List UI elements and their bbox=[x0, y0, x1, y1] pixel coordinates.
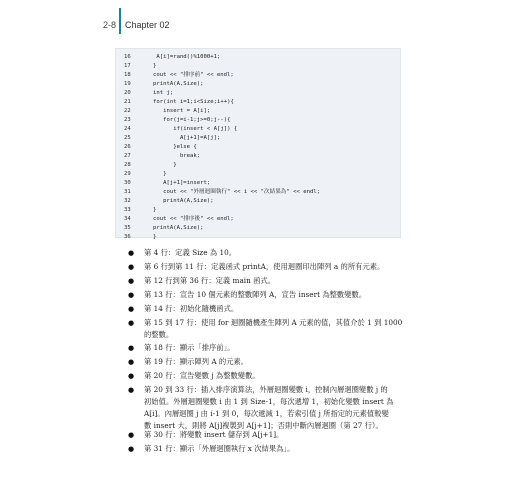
line-number: 32 bbox=[124, 198, 131, 204]
chapter-title: Chapter 02 bbox=[125, 20, 170, 30]
bullet-marker: ● bbox=[128, 431, 135, 439]
bullet-text-line: 第 12 行到第 36 行：定義 main 函式。 bbox=[144, 276, 276, 285]
line-number: 30 bbox=[124, 180, 131, 186]
bullet-text-line: 第 31 行：顯示「外層迴圈執行 x 次結果為」。 bbox=[144, 444, 295, 453]
bullet-marker: ● bbox=[128, 372, 135, 380]
line-number: 36 bbox=[124, 234, 131, 240]
bullet-text-line: 第 6 行到第 11 行：定義函式 printA，使用迴圈印出陣列 a 的所有元素。 bbox=[144, 262, 385, 271]
code-text: if(insert < A[j]) { bbox=[153, 126, 238, 132]
bullet-marker: ● bbox=[128, 386, 135, 394]
bullet-text-line: 第 20 行：宣告變數 j 為整數變數。 bbox=[144, 371, 260, 380]
line-number: 35 bbox=[124, 225, 131, 231]
bullet-text-line: 第 13 行：宣告 10 個元素的整數陣列 A，宣告 insert 為整數變數。 bbox=[144, 290, 367, 299]
code-text: }else { bbox=[153, 144, 197, 150]
code-text: for(int i=1;i<Size;i++){ bbox=[153, 99, 234, 105]
bullet-text-line: 的整數。 bbox=[144, 330, 174, 339]
bullet-marker: ● bbox=[128, 263, 135, 271]
bullet-text-line: 第 14 行：初始化隨機函式。 bbox=[144, 304, 239, 313]
line-number: 25 bbox=[124, 135, 131, 141]
line-number: 22 bbox=[124, 108, 131, 114]
line-number: 23 bbox=[124, 117, 131, 123]
bullet-text-line: 第 20 到 33 行：插入排序演算法，外層迴圈變數 i，控制內層迴圈變數 j 的 bbox=[144, 385, 388, 394]
line-number: 33 bbox=[124, 207, 131, 213]
line-number: 27 bbox=[124, 153, 131, 159]
line-number: 29 bbox=[124, 171, 131, 177]
line-number: 18 bbox=[124, 72, 131, 78]
code-text: printA(A,Size); bbox=[153, 198, 214, 204]
code-text: } bbox=[153, 207, 157, 213]
code-text: int j; bbox=[153, 90, 174, 96]
bullet-marker: ● bbox=[128, 445, 135, 453]
code-text: } bbox=[153, 234, 157, 240]
code-text: } bbox=[153, 171, 167, 177]
line-number: 28 bbox=[124, 162, 131, 168]
code-text: break; bbox=[153, 153, 201, 159]
code-text: insert = A[i]; bbox=[153, 108, 211, 114]
bullet-marker: ● bbox=[128, 358, 135, 366]
bullet-marker: ● bbox=[128, 277, 135, 285]
page-number: 2-8 bbox=[103, 20, 117, 30]
bullet-marker: ● bbox=[128, 319, 135, 327]
bullet-marker: ● bbox=[128, 249, 135, 257]
bullet-text-line: 數 insert 大，則將 A[j]複製到 A[j+1]；否則中斷內層迴圈（第 27 行）。 bbox=[144, 421, 383, 430]
bullet-text-line: 第 4 行：定義 Size 為 10。 bbox=[144, 248, 237, 257]
bullet-text-line: 第 18 行：顯示「排序前」。 bbox=[144, 343, 235, 352]
line-number: 21 bbox=[124, 99, 131, 105]
line-number: 34 bbox=[124, 216, 131, 222]
code-text: printA(A,Size); bbox=[153, 225, 204, 231]
line-number: 31 bbox=[124, 189, 131, 195]
line-number: 16 bbox=[124, 54, 131, 60]
code-text: A[j+1]=A[j]; bbox=[153, 135, 221, 141]
line-number: 20 bbox=[124, 90, 131, 96]
line-number: 17 bbox=[124, 63, 131, 69]
code-text: printA(A,Size); bbox=[153, 81, 204, 87]
line-number: 26 bbox=[124, 144, 131, 150]
code-text: cout << "外層迴圈執行" << i << "次結果為" << endl; bbox=[153, 189, 321, 195]
line-number: 24 bbox=[124, 126, 131, 132]
bullet-text-line: 第 15 到 17 行：使用 for 迴圈隨機產生陣列 A 元素的值，其值介於 1 到 1000 bbox=[144, 318, 403, 327]
code-text: cout << "排序前" << endl; bbox=[153, 72, 234, 78]
bullet-text-line: 初始值。外層迴圈變數 i 由 1 到 Size-1，每次遞增 1，初始化變數 insert 為 bbox=[144, 397, 394, 406]
code-text: A[j+1]=insert; bbox=[153, 180, 211, 186]
code-text: cout << "排序後" << endl; bbox=[153, 216, 234, 222]
bullet-text-line: A[i]。內層迴圈 j 由 i-1 到 0，每次遞減 1，若索引值 j 所指定的元素值較變 bbox=[144, 409, 389, 418]
bullet-marker: ● bbox=[128, 291, 135, 299]
code-text: A[i]=rand()%1000+1; bbox=[153, 54, 221, 60]
bullet-text-line: 第 30 行：將變數 insert 儲存到 A[j+1]。 bbox=[144, 430, 284, 439]
code-text: for(j=i-1;j>=0;j--){ bbox=[153, 117, 231, 123]
bullet-marker: ● bbox=[128, 305, 135, 313]
bullet-marker: ● bbox=[128, 344, 135, 352]
code-text: } bbox=[153, 162, 177, 168]
code-text: } bbox=[153, 63, 157, 69]
line-number: 19 bbox=[124, 81, 131, 87]
bullet-text-line: 第 19 行：顯示陣列 A 的元素。 bbox=[144, 357, 249, 366]
